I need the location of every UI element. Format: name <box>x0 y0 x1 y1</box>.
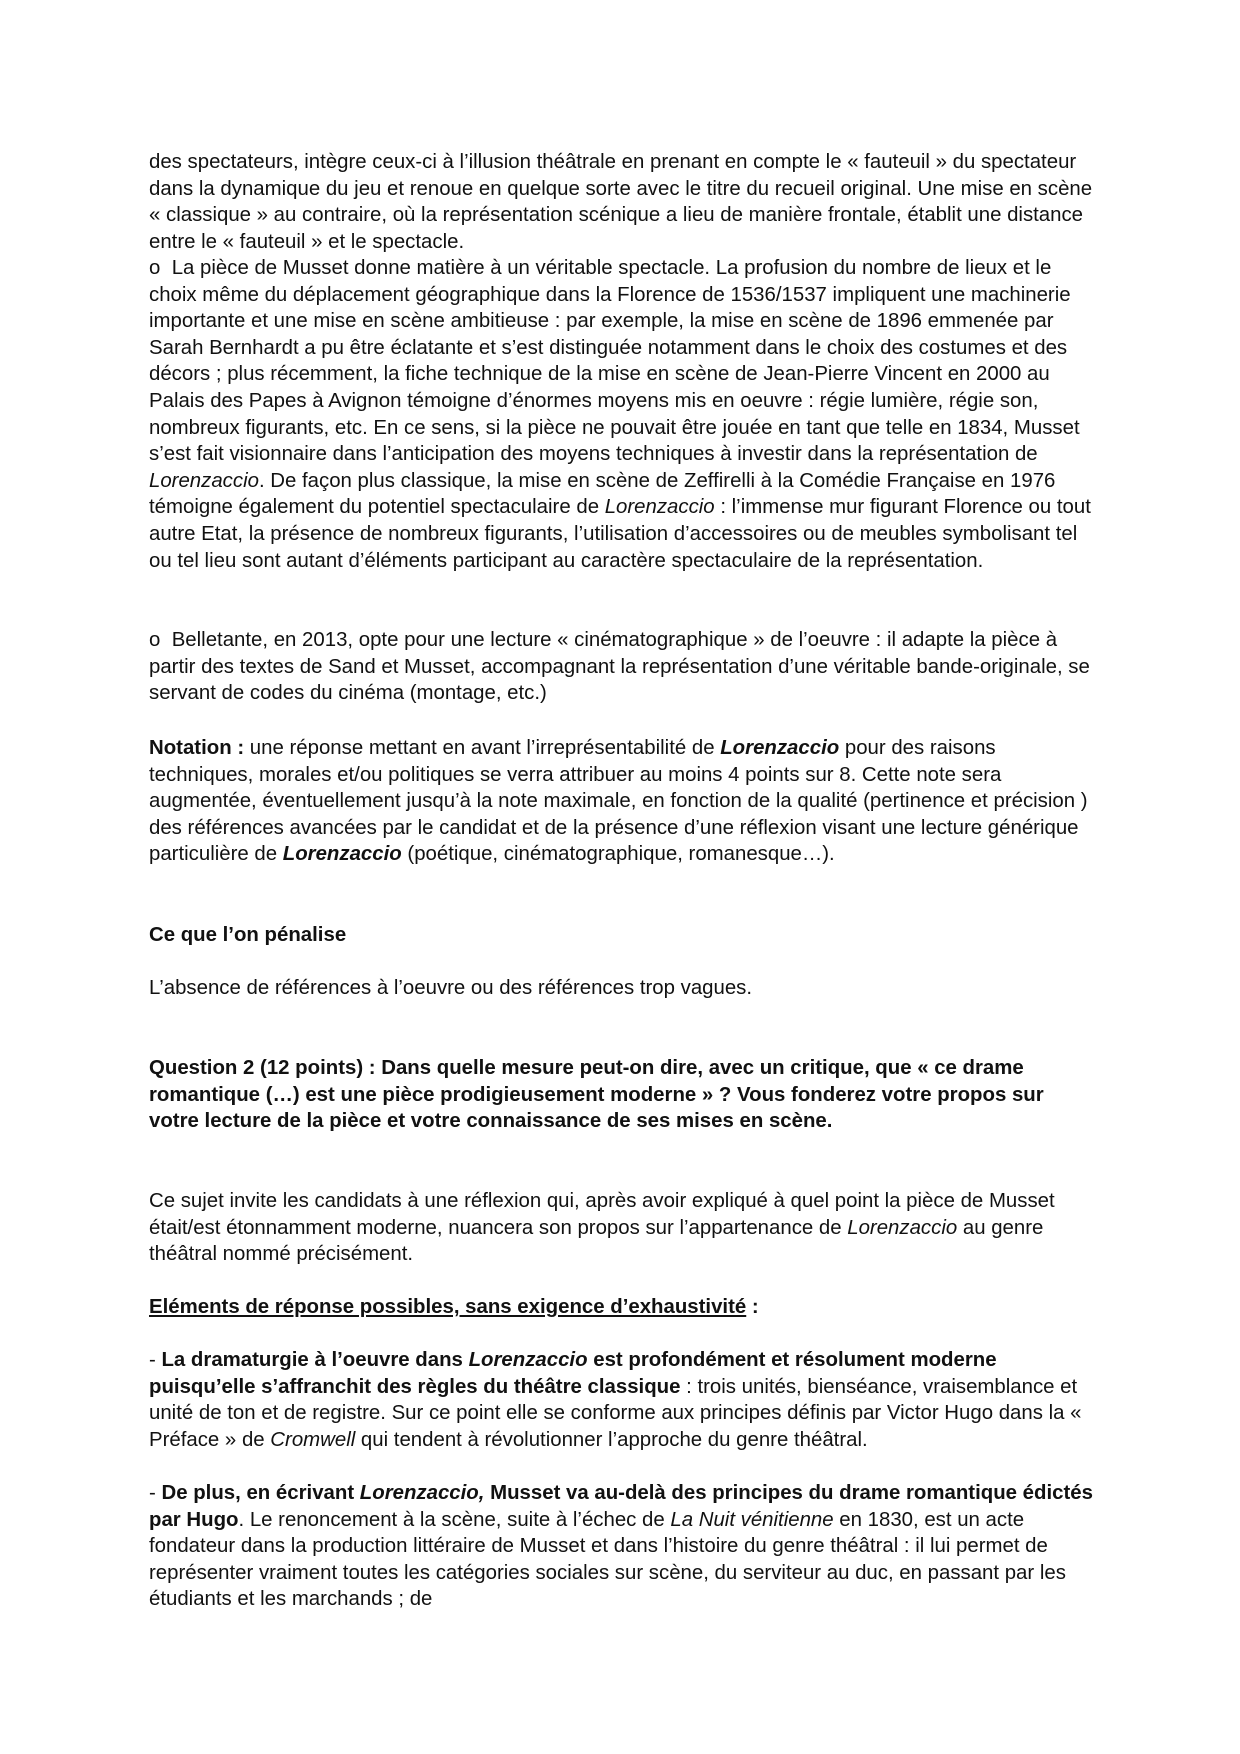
sujet-paragraph <box>149 1188 1096 1268</box>
paragraph-text: une réponse mettant en avant l’irreprésentabilité de <box>244 737 721 759</box>
point-musset-hugo <box>149 1480 1096 1613</box>
question-heading: Question 2 (12 points) : Dans quelle mesure peut-on dire, avec un critique, que « ce drame romantique (…) est une pièce prodigieusement moderne » ? Vous fonderez votre propos sur votre lecture de la pièce et votre connaissance de ses mises en scène. <box>149 1057 1044 1133</box>
bullet-musset-spectacle <box>149 255 1096 574</box>
penalise-heading <box>149 922 1096 949</box>
bullet-marker: o <box>149 629 161 651</box>
bullet-marker: o <box>149 257 161 279</box>
paragraph-text: : l’immense mur figurant Florence ou tout autre Etat, la présence de nombreux figurants, l’utilisation d’accessoires ou de meubles symbolisant tel ou tel lieu sont autant d’éléments participant au caractère spectaculaire de la représentation. <box>149 496 1091 572</box>
work-title: Lorenzaccio <box>720 737 840 759</box>
work-title: Lorenzaccio <box>468 1349 588 1371</box>
list-dash: - <box>149 1349 162 1371</box>
elements-heading <box>149 1294 1096 1321</box>
paragraph-text: : trois unités, bienséance, vraisemblance et unité de ton et de registre. Sur ce point elle se conforme aux principes définis par Victor Hugo dans la « Préface » de <box>149 1375 1082 1451</box>
paragraph-text: Ce sujet invite les candidats à une réflexion qui, après avoir expliqué à quel point la pièce de Musset était/est étonnamment moderne, nuancera son propos sur l’appartenance de <box>149 1190 1055 1239</box>
paragraph-text: Belletante, en 2013, opte pour une lecture « cinématographique » de l’oeuvre : il adapte la pièce à partir des textes de Sand et Musset, accompagnant la représentation d’une véritable bande-originale, se servant de codes du cinéma (montage, etc.) <box>149 629 1090 705</box>
notation-label: Notation : <box>149 737 245 759</box>
paragraph-text: . Le renoncement à la scène, suite à l’échec de <box>238 1508 671 1531</box>
work-title: Lorenzaccio <box>282 843 402 866</box>
emphasis-text: De plus, en écrivant <box>161 1482 360 1504</box>
paragraph-text: qui tendent à révolutionner l’approche du genre théâtral. <box>355 1428 868 1451</box>
emphasis-text: Musset va au-delà des principes du drame romantique édictés par Hugo <box>149 1482 1093 1531</box>
emphasis-text: est profondément et résolument moderne puisqu’elle s’affranchit des règles du théâtre classique <box>149 1349 997 1398</box>
bullet-belletante <box>149 627 1096 707</box>
list-dash: - <box>149 1482 162 1504</box>
penalise-text <box>149 975 1096 1002</box>
paragraph-text: des spectateurs, intègre ceux-ci à l’illusion théâtrale en prenant en compte le « fauteuil » du spectateur dans la dynamique du jeu et renoue en quelque sorte avec le titre du recueil original. Une mise en scène « classique » au contraire, où la représentation scénique a lieu de manière frontale, établit une distance entre le « fauteuil » et le spectacle. <box>149 151 1093 253</box>
paragraph-text: L’absence de références à l’oeuvre ou des références trop vagues. <box>149 977 753 999</box>
paragraph-text: au genre théâtral nommé précisément. <box>149 1216 1044 1266</box>
work-title: Lorenzaccio <box>149 469 259 492</box>
question-2 <box>149 1055 1096 1135</box>
paragraph-text: . De façon plus classique, la mise en scène de Zeffirelli à la Comédie Française en 1976 témoigne également du potentiel spectaculaire de <box>149 469 1056 519</box>
point-dramaturgie <box>149 1347 1096 1453</box>
section-heading: Ce que l’on pénalise <box>149 924 347 946</box>
section-heading: Eléments de réponse possibles, sans exigence d’exhaustivité <box>149 1296 747 1318</box>
work-title: Lorenzaccio <box>604 496 715 519</box>
work-title: Lorenzaccio <box>847 1216 958 1239</box>
paragraph-text: La pièce de Musset donne matière à un véritable spectacle. La profusion du nombre de lieux et le choix même du déplacement géographique dans la Florence de 1536/1537 impliquent une machinerie importante et une mise en scène ambitieuse : par exemple, la mise en scène de 1896 emmenée par Sarah Bernhardt a pu être éclatante et s’est distinguée notamment dans le choix des costumes et des décors ; plus récemment, la fiche technique de la mise en scène de Jean-Pierre Vincent en 2000 au Palais des Papes à Avignon témoigne d’énormes moyens mis en oeuvre : régie lumière, régie son, nombreux figurants, etc. En ce sens, si la pièce ne pouvait être jouée en tant que telle en 1834, Musset s’est fait visionnaire dans l’anticipation des moyens techniques à investir dans la représentation de <box>149 257 1080 466</box>
work-title: Cromwell <box>270 1428 356 1451</box>
emphasis-text: La dramaturgie à l’oeuvre dans <box>161 1349 469 1371</box>
work-title: Lorenzaccio, <box>359 1482 485 1504</box>
paragraph-text: pour des raisons techniques, morales et/ou politiques se verra attribuer au moins 4 points sur 8. Cette note sera augmentée, éventuellement jusqu’à la note maximale, en fonction de la qualité (pertinence et précision ) des références avancées par le candidat et de la présence d’une réflexion visant une lecture générique particulière de <box>149 737 1088 866</box>
paragraph-text: en 1830, est un acte fondateur dans la production littéraire de Musset et dans l’histoire du genre théâtral : il lui permet de représenter vraiment toutes les catégories sociales sur scène, du serviteur au duc, en passant par les étudiants et les marchands ; de <box>149 1508 1066 1611</box>
paragraph-spectateurs <box>149 149 1096 255</box>
notation-paragraph <box>149 735 1096 868</box>
heading-colon: : <box>746 1296 759 1318</box>
paragraph-text: (poétique, cinématographique, romanesque…). <box>401 843 835 866</box>
work-title: La Nuit vénitienne <box>670 1508 834 1531</box>
